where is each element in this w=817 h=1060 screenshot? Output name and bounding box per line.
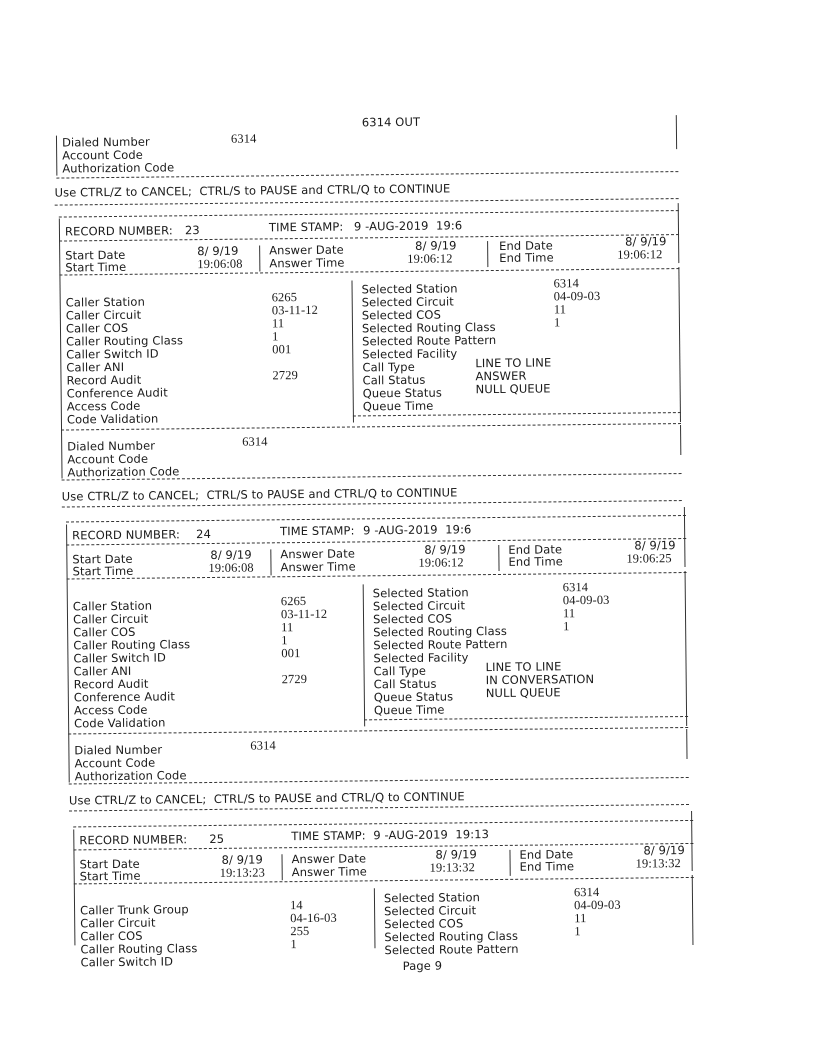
answer-time-value: 19:06:12	[418, 555, 464, 570]
answer-time-value: 19:06:12	[407, 251, 453, 266]
selected-facility-label: Selected Facility	[373, 650, 469, 666]
border-line	[281, 854, 282, 880]
end-date-label: End Date	[508, 542, 563, 557]
authorization-code-label: Authorization Code	[67, 464, 180, 480]
border-line	[66, 524, 70, 782]
record-number-value: 24	[196, 526, 212, 542]
call-status-label: Call Status	[362, 372, 426, 388]
selected-station-value: 6314	[562, 580, 589, 595]
end-time-label: End Time	[519, 859, 575, 874]
caller-station-value: 6265	[271, 290, 298, 305]
selected-routing-class-label: Selected Routing Class	[384, 928, 519, 945]
answer-date-value: 8/ 9/19	[424, 542, 466, 557]
caller-cos-value: 255	[290, 923, 310, 939]
call-status-value: ANSWER	[475, 368, 527, 384]
caller-cos-label: Caller COS	[73, 624, 136, 640]
caller-circuit-value: 03-11-12	[280, 606, 328, 622]
selected-route-pattern-label: Selected Route Pattern	[373, 636, 508, 653]
end-date-value: 8/ 9/19	[625, 234, 667, 249]
queue-time-label: Queue Time	[362, 398, 434, 414]
end-date-label: End Date	[499, 238, 554, 253]
time-stamp-value: 9 -AUG-2019 19:6	[353, 218, 463, 234]
divider	[59, 268, 679, 275]
start-time-value: 19:06:08	[197, 256, 243, 272]
selected-routing-class-label: Selected Routing Class	[361, 319, 496, 336]
dialed-number-value: 6314	[230, 131, 257, 146]
caller-routing-class-value: 1	[290, 937, 297, 952]
record-number-label: RECORD NUMBER:	[79, 832, 188, 848]
selected-station-label: Selected Station	[361, 281, 458, 297]
selected-routing-class-value: 1	[563, 619, 570, 634]
dialed-number-value: 6314	[250, 738, 276, 753]
end-time-value: 19:06:12	[617, 247, 663, 262]
border-line	[487, 241, 488, 267]
dialed-number-value: 6314	[242, 434, 268, 449]
caller-cos-label: Caller COS	[65, 320, 129, 336]
dialed-number-label: Dialed Number	[67, 438, 156, 454]
answer-time-label: Answer Time	[269, 255, 345, 271]
selected-circuit-value: 04-09-03	[553, 288, 601, 304]
border-line	[498, 545, 499, 571]
selected-route-pattern-label: Selected Route Pattern	[362, 332, 497, 349]
answer-date-value: 8/ 9/19	[435, 847, 477, 862]
queue-status-label: Queue Status	[373, 689, 454, 705]
border-line	[259, 245, 260, 271]
caller-routing-class-value: 1	[281, 633, 288, 648]
divider	[73, 820, 693, 827]
call-type-label: Call Type	[362, 359, 415, 375]
border-line	[73, 829, 75, 945]
selected-cos-label: Selected COS	[372, 611, 453, 627]
caller-cos-value: 11	[271, 316, 285, 331]
selected-cos-label: Selected COS	[384, 916, 464, 932]
call-type-value: LINE TO LINE	[485, 659, 562, 675]
record-number-value: 25	[209, 831, 225, 847]
answer-time-value: 19:13:32	[429, 860, 475, 875]
caller-circuit-label: Caller Circuit	[72, 611, 149, 627]
page-number: Page 9	[402, 958, 443, 973]
border-line	[680, 425, 681, 455]
selected-cos-value: 11	[553, 302, 567, 317]
answer-date-label: Answer Date	[269, 242, 344, 258]
dialed-number-label: Dialed Number	[74, 742, 163, 758]
time-stamp-label: TIME STAMP:	[280, 523, 355, 539]
caller-trunk-group-value: 14	[289, 898, 303, 913]
page-title: 6314 OUT	[361, 114, 421, 130]
start-time-value: 19:13:23	[219, 865, 266, 880]
code-validation-label: Code Validation	[66, 411, 159, 427]
start-date-label: Start Date	[72, 551, 133, 567]
caller-station-label: Caller Station	[65, 294, 145, 310]
selected-facility-label: Selected Facility	[362, 346, 458, 362]
time-stamp-label: TIME STAMP:	[268, 219, 344, 235]
selected-station-value: 6314	[553, 276, 580, 291]
border-line	[59, 219, 63, 479]
border-line	[374, 888, 376, 948]
authorization-code-label: Authorization Code	[74, 768, 187, 784]
caller-station-value: 6265	[280, 593, 307, 609]
start-time-value: 19:06:08	[208, 560, 254, 576]
conference-audit-label: Conference Audit	[66, 385, 168, 401]
account-code-label: Account Code	[67, 451, 149, 467]
border-line	[56, 136, 57, 176]
selected-circuit-value: 04-09-03	[573, 897, 621, 913]
caller-switch-id-value: 001	[281, 646, 301, 661]
queue-status-label: Queue Status	[362, 385, 443, 401]
caller-switch-id-value: 001	[272, 342, 292, 357]
start-date-label: Start Date	[79, 856, 140, 872]
border-line	[509, 850, 510, 876]
record-audit-label: Record Audit	[66, 372, 142, 388]
selected-station-label: Selected Station	[372, 585, 469, 601]
call-status-label: Call Status	[373, 676, 437, 692]
selected-route-pattern-label: Selected Route Pattern	[384, 941, 519, 958]
answer-date-label: Answer Date	[291, 851, 367, 867]
border-line	[692, 875, 694, 945]
divider	[55, 198, 679, 206]
answer-date-value: 8/ 9/19	[415, 238, 457, 253]
border-line	[363, 584, 365, 726]
queue-status-value: NULL QUEUE	[485, 685, 561, 701]
time-stamp-value: 9 -AUG-2019 19:6	[363, 522, 472, 538]
instruction-text: Use CTRL/Z to CANCEL; CTRL/S to PAUSE and CTRL/Q to CONTINUE	[68, 789, 465, 808]
caller-routing-class-label: Caller Routing Class	[80, 941, 198, 957]
selected-station-value: 6314	[573, 884, 600, 900]
caller-station-label: Caller Station	[72, 598, 153, 614]
instruction-text: Use CTRL/Z to CANCEL; CTRL/S to PAUSE and CTRL/Q to CONTINUE	[61, 485, 458, 504]
end-date-label: End Date	[519, 847, 574, 862]
instruction-text: Use CTRL/Z to CANCEL; CTRL/S to PAUSE and CTRL/Q to CONTINUE	[54, 181, 451, 200]
end-time-value: 19:13:32	[635, 856, 681, 871]
caller-cos-value: 11	[281, 620, 294, 635]
account-code-label: Account Code	[74, 755, 156, 771]
caller-routing-class-label: Caller Routing Class	[66, 333, 184, 349]
caller-circuit-label: Caller Circuit	[65, 307, 142, 323]
selected-routing-class-label: Selected Routing Class	[373, 623, 507, 640]
caller-trunk-group-label: Caller Trunk Group	[79, 902, 189, 918]
end-date-value: 8/ 9/19	[643, 843, 685, 858]
access-code-label: Access Code	[73, 702, 148, 718]
call-type-label: Call Type	[373, 663, 427, 679]
border-line	[676, 115, 677, 149]
caller-ani-label: Caller ANI	[73, 663, 132, 679]
caller-cos-label: Caller COS	[80, 928, 143, 944]
record-audit-label: Record Audit	[73, 676, 149, 692]
record-audit-value: 2729	[272, 368, 298, 383]
border-line	[685, 571, 688, 726]
record-number-value: 23	[184, 223, 200, 238]
authorization-code-label: Authorization Code	[62, 160, 175, 176]
border-line	[351, 280, 353, 422]
account-code-label: Account Code	[62, 147, 143, 163]
end-time-label: End Time	[499, 250, 554, 265]
caller-switch-id-label: Caller Switch ID	[80, 954, 174, 970]
divider	[66, 515, 686, 522]
caller-circuit-label: Caller Circuit	[80, 915, 156, 931]
selected-cos-value: 11	[562, 606, 576, 621]
record-number-label: RECORD NUMBER:	[72, 527, 181, 543]
selected-circuit-value: 04-09-03	[562, 592, 610, 608]
selected-cos-value: 11	[574, 911, 587, 926]
queue-time-label: Queue Time	[373, 702, 445, 718]
end-time-label: End Time	[508, 554, 563, 569]
selected-circuit-label: Selected Circuit	[361, 294, 454, 310]
caller-ani-label: Caller ANI	[66, 359, 125, 375]
divider	[74, 877, 694, 884]
record-audit-value: 2729	[281, 671, 308, 687]
start-date-value: 8/ 9/19	[221, 852, 263, 867]
divider	[59, 210, 679, 217]
answer-time-label: Answer Time	[280, 559, 356, 575]
divider	[67, 572, 687, 579]
answer-date-label: Answer Date	[280, 546, 356, 562]
border-line	[270, 549, 271, 575]
start-date-value: 8/ 9/19	[197, 243, 239, 259]
border-line	[678, 267, 681, 422]
caller-switch-id-label: Caller Switch ID	[73, 650, 166, 666]
caller-circuit-value: 03-11-12	[271, 302, 319, 318]
record-number-label: RECORD NUMBER:	[64, 223, 173, 239]
selected-circuit-label: Selected Circuit	[384, 903, 477, 919]
caller-circuit-value: 04-16-03	[290, 910, 337, 926]
dialed-number-label: Dialed Number	[61, 134, 150, 150]
access-code-label: Access Code	[66, 398, 141, 414]
time-stamp-label: TIME STAMP:	[291, 828, 366, 844]
start-time-label: Start Time	[65, 259, 127, 275]
selected-circuit-label: Selected Circuit	[372, 598, 466, 614]
code-validation-label: Code Validation	[74, 715, 166, 731]
conference-audit-label: Conference Audit	[73, 689, 176, 705]
caller-routing-class-label: Caller Routing Class	[73, 637, 191, 653]
start-date-value: 8/ 9/19	[210, 547, 252, 562]
time-stamp-value: 9 -AUG-2019 19:13	[373, 827, 490, 843]
selected-routing-class-value: 1	[553, 315, 561, 330]
start-date-label: Start Date	[65, 247, 126, 263]
end-time-value: 19:06:25	[626, 551, 672, 566]
caller-switch-id-label: Caller Switch ID	[66, 346, 159, 362]
start-time-label: Start Time	[79, 868, 141, 884]
selected-routing-class-value: 1	[574, 924, 581, 939]
queue-status-value: NULL QUEUE	[475, 381, 551, 397]
end-date-value: 8/ 9/19	[634, 538, 676, 553]
call-type-value: LINE TO LINE	[475, 355, 552, 371]
selected-cos-label: Selected COS	[361, 307, 442, 323]
start-time-label: Start Time	[72, 563, 134, 579]
selected-station-label: Selected Station	[383, 890, 481, 906]
answer-time-label: Answer Time	[291, 864, 368, 880]
border-line	[686, 729, 687, 759]
caller-routing-class-value: 1	[271, 329, 279, 344]
call-status-value: IN CONVERSATION	[485, 671, 595, 688]
